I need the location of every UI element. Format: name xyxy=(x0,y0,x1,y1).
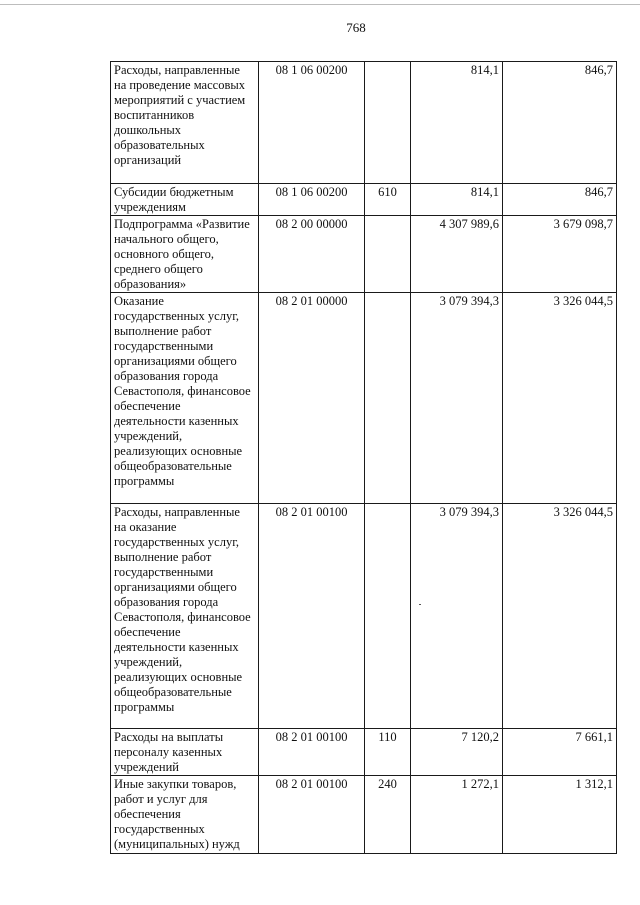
table-row xyxy=(111,184,617,216)
row-name-cell: Расходы на выплаты персоналу казенных учреждений xyxy=(111,729,259,776)
row-kind-cell xyxy=(365,216,411,293)
row-code-cell: 08 2 00 00000 xyxy=(259,216,365,293)
table-row xyxy=(111,504,617,729)
row-value-2-cell: 3 326 044,5 xyxy=(503,293,617,504)
row-kind-cell xyxy=(365,504,411,729)
row-name-cell: Расходы, направленные на оказание государственных услуг, выполнение работ государственными организациями общего образования города Севастополя, финансовое обеспечение деятельности казенных учреждений, реализующих основные общеобразовательные программы xyxy=(111,504,259,729)
row-value-2-cell: 3 326 044,5 xyxy=(503,504,617,729)
row-value-1-cell: 4 307 989,6 xyxy=(411,216,503,293)
top-edge-line xyxy=(0,4,640,5)
row-kind-cell xyxy=(365,293,411,504)
budget-table xyxy=(110,61,617,854)
row-value-1-cell: 3 079 394,3 xyxy=(411,293,503,504)
row-value-1-cell: 3 079 394,3 xyxy=(411,504,503,729)
table-row xyxy=(111,216,617,293)
row-kind-cell: 110 xyxy=(365,729,411,776)
row-code-cell: 08 1 06 00200 xyxy=(259,62,365,184)
table-row xyxy=(111,776,617,854)
table-row xyxy=(111,729,617,776)
row-kind-cell xyxy=(365,62,411,184)
row-name-cell: Оказание государственных услуг, выполнение работ государственными организациями общего образования города Севастополя, финансовое обеспечение деятельности казенных учреждений, реализующих основные общеобразовательные программы xyxy=(111,293,259,504)
row-code-cell: 08 2 01 00100 xyxy=(259,729,365,776)
row-code-cell: 08 1 06 00200 xyxy=(259,184,365,216)
row-code-cell: 08 2 01 00000 xyxy=(259,293,365,504)
row-kind-cell: 610 xyxy=(365,184,411,216)
table-row xyxy=(111,293,617,504)
scan-speck xyxy=(419,604,421,605)
row-value-2-cell: 7 661,1 xyxy=(503,729,617,776)
row-kind-cell: 240 xyxy=(365,776,411,854)
row-value-2-cell: 1 312,1 xyxy=(503,776,617,854)
row-value-2-cell: 3 679 098,7 xyxy=(503,216,617,293)
row-code-cell: 08 2 01 00100 xyxy=(259,504,365,729)
row-value-2-cell: 846,7 xyxy=(503,62,617,184)
row-value-1-cell: 7 120,2 xyxy=(411,729,503,776)
row-name-cell: Иные закупки товаров, работ и услуг для обеспечения государственных (муниципальных) нужд xyxy=(111,776,259,854)
table-row xyxy=(111,62,617,184)
row-name-cell: Расходы, направленные на проведение массовых мероприятий с участием воспитанников дошкольных образовательных организаций xyxy=(111,62,259,184)
row-name-cell: Подпрограмма «Развитие начального общего, основного общего, среднего общего образования» xyxy=(111,216,259,293)
row-name-cell: Субсидии бюджетным учреждениям xyxy=(111,184,259,216)
row-code-cell: 08 2 01 00100 xyxy=(259,776,365,854)
page-number: 768 xyxy=(346,20,366,35)
row-value-1-cell: 814,1 xyxy=(411,62,503,184)
row-value-2-cell: 846,7 xyxy=(503,184,617,216)
row-value-1-cell: 1 272,1 xyxy=(411,776,503,854)
row-value-1-cell: 814,1 xyxy=(411,184,503,216)
